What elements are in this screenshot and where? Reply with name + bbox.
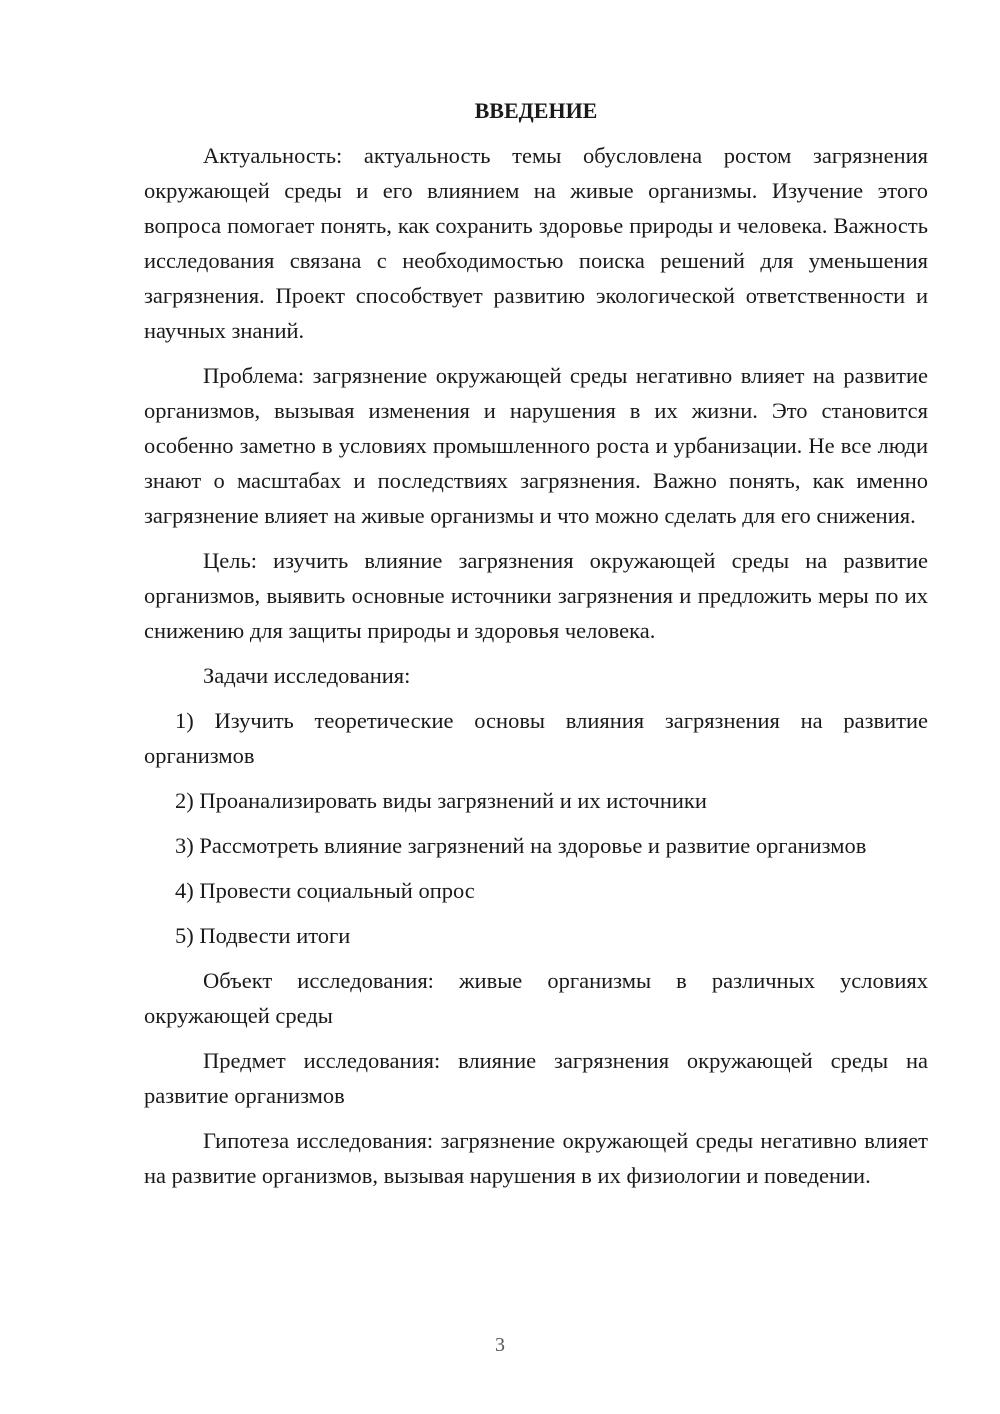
paragraph-goal: Цель: изучить влияние загрязнения окружающей среды на развитие организмов, выявить основные источники загрязнения и предложить меры по их снижению для защиты природы и здоровья человека. [144, 548, 928, 643]
paragraph-object: Объект исследования: живые организмы в различных условиях окружающей среды [144, 968, 928, 1028]
paragraph-hypothesis: Гипотеза исследования: загрязнение окружающей среды негативно влияет на развитие организмов, вызывая нарушения в их физиологии и поведении. [144, 1128, 928, 1188]
page-number: 3 [495, 1334, 505, 1356]
task-item-1: 1) Изучить теоретические основы влияния загрязнения на развитие организмов [144, 708, 928, 768]
paragraph-problem: Проблема: загрязнение окружающей среды негативно влияет на развитие организмов, вызывая изменения и нарушения в их жизни. Это становится особенно заметно в условиях промышленного роста и урбанизации. Не все люди знают о масштабах и последствиях загрязнения. Важно понять, как именно загрязнение влияет на живые организмы и что можно сделать для его снижения. [144, 363, 928, 528]
page-content [144, 93, 928, 1203]
task-item-2: 2) Проанализировать виды загрязнений и их источники [175, 788, 707, 813]
paragraph-subject: Предмет исследования: влияние загрязнения окружающей среды на развитие организмов [144, 1048, 928, 1108]
task-item-5: 5) Подвести итоги [175, 923, 351, 948]
paragraph-relevance: Актуальность: актуальность темы обусловлена ростом загрязнения окружающей среды и его влиянием на живые организмы. Изучение этого вопроса помогает понять, как сохранить здоровье природы и человека. Важность исследования связана с необходимостью поиска решений для уменьшения загрязнения. Проект способствует развитию экологической ответственности и научных знаний. [144, 143, 928, 343]
paragraph-tasks-heading: Задачи исследования: [203, 663, 411, 688]
task-item-3: 3) Рассмотреть влияние загрязнений на здоровье и развитие организмов [175, 833, 867, 858]
task-item-4: 4) Провести социальный опрос [175, 878, 475, 903]
section-title: ВВЕДЕНИЕ [474, 98, 598, 123]
